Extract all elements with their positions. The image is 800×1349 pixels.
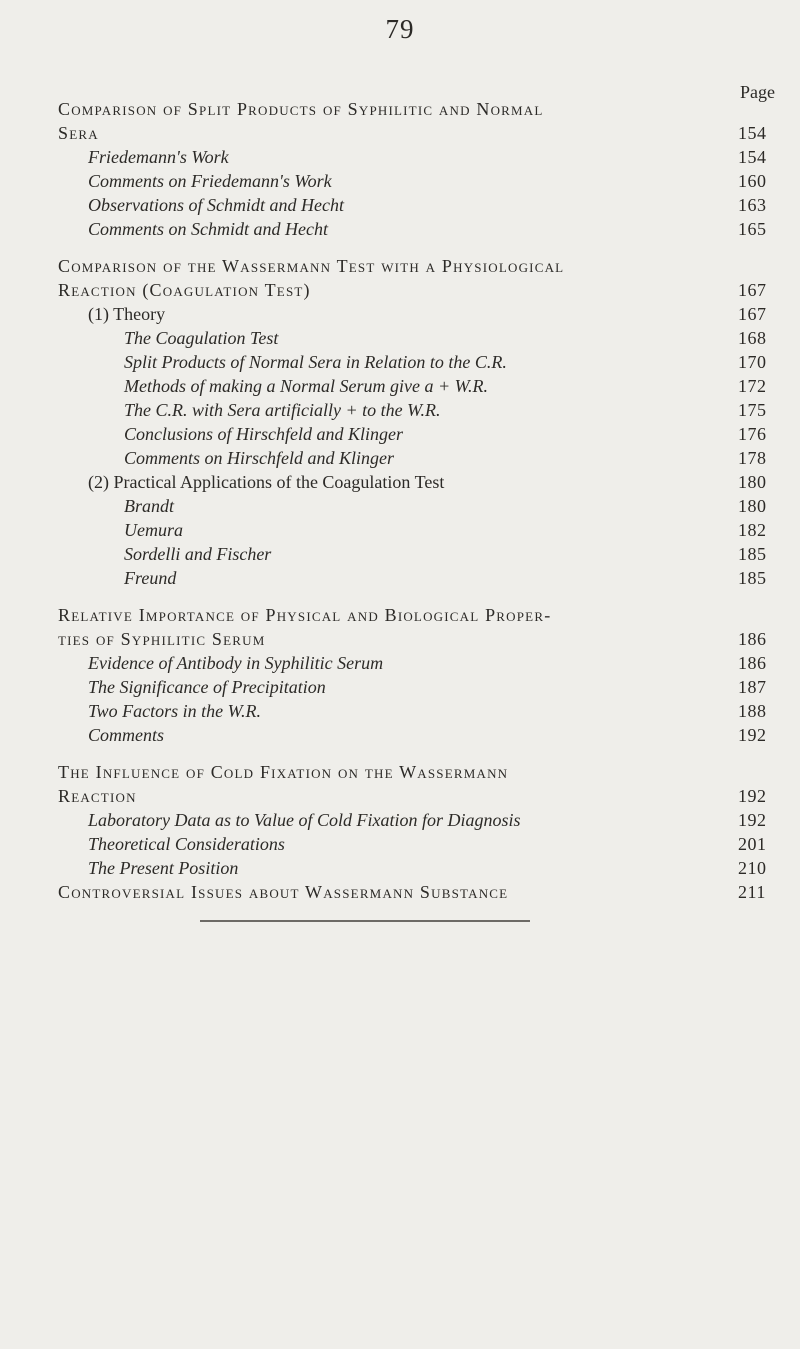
toc-entry[interactable]: [0, 169, 800, 193]
toc-entry[interactable]: [0, 422, 800, 446]
toc-entry-title: Sordelli and Fischer: [124, 544, 272, 564]
toc-entry-title: Comments: [88, 725, 164, 745]
toc-entry-title: Methods of making a Normal Serum give a + W.R.: [124, 376, 488, 396]
section-divider: [200, 920, 530, 922]
toc-entry-page: 163: [738, 195, 767, 215]
toc-entry-title: The C.R. with Sera artificially + to the W.R.: [124, 400, 441, 420]
toc-entry-page: 180: [738, 496, 767, 516]
toc-entry-page: 186: [738, 653, 767, 673]
toc-entry[interactable]: [0, 145, 800, 169]
toc-entry-title: Comparison of the Wassermann Test with a Physiological: [58, 256, 565, 276]
toc-entry-title: Friedemann's Work: [88, 147, 229, 167]
page-number: 79: [385, 14, 415, 44]
toc-entry-title: Freund: [124, 568, 177, 588]
toc-entry-title: Observations of Schmidt and Hecht: [88, 195, 344, 215]
toc-entry-title: Theoretical Considerations: [88, 834, 285, 854]
toc-entry-page: 178: [738, 448, 767, 468]
toc-entry[interactable]: [0, 350, 800, 374]
toc-entry[interactable]: [0, 398, 800, 422]
toc-entry-title: The Influence of Cold Fixation on the Wassermann: [58, 762, 509, 782]
toc-entry-page: 186: [738, 629, 767, 649]
toc-entry-page: 192: [738, 810, 767, 830]
toc-entry[interactable]: [0, 880, 800, 904]
toc-entry-title: Brandt: [124, 496, 175, 516]
toc-entry-page: 165: [738, 219, 767, 239]
toc-entry-title: The Significance of Precipitation: [88, 677, 326, 697]
toc-entry-title: Conclusions of Hirschfeld and Klinger: [124, 424, 403, 444]
toc-entry-title: Comments on Hirschfeld and Klinger: [124, 448, 394, 468]
toc-entry[interactable]: [0, 603, 800, 627]
toc-entry[interactable]: [0, 808, 800, 832]
toc-entry[interactable]: [0, 542, 800, 566]
toc-entry-page: 185: [738, 568, 767, 588]
toc-entry-page: 172: [738, 376, 767, 396]
toc-entry-page: 168: [738, 328, 767, 348]
toc-entry-page: 210: [738, 858, 767, 878]
toc-entry-page: 192: [738, 725, 767, 745]
toc-entry[interactable]: [0, 374, 800, 398]
page-column-header: Page: [740, 82, 775, 102]
toc-entry[interactable]: [0, 302, 800, 326]
toc-entry-title: Reaction (Coagulation Test): [58, 280, 311, 300]
toc-entry-title: (2) Practical Applications of the Coagulation Test: [88, 472, 445, 492]
toc-entry-title: Evidence of Antibody in Syphilitic Serum: [88, 653, 384, 673]
toc-entry[interactable]: [0, 856, 800, 880]
toc-entry-page: 192: [738, 786, 767, 806]
toc-entry-title: Sera: [58, 123, 99, 143]
toc-entry[interactable]: [0, 832, 800, 856]
toc-entry-title: Two Factors in the W.R.: [88, 701, 262, 721]
toc-entry[interactable]: [0, 446, 800, 470]
toc-entry[interactable]: [0, 723, 800, 747]
toc-entry[interactable]: [0, 217, 800, 241]
toc-entry-page: 154: [738, 147, 767, 167]
toc-entry-title: Controversial Issues about Wassermann Substance: [58, 882, 509, 902]
toc-entry[interactable]: [0, 121, 800, 145]
toc-entry[interactable]: [0, 193, 800, 217]
toc-entry[interactable]: [0, 518, 800, 542]
toc-entry[interactable]: [0, 566, 800, 590]
toc-entry-title: Comments on Friedemann's Work: [88, 171, 332, 191]
toc-entry-title: Comparison of Split Products of Syphilitic and Normal: [58, 99, 544, 119]
toc-entry-page: 167: [738, 304, 767, 324]
toc-entry-title: Relative Importance of Physical and Biological Proper-: [58, 605, 552, 625]
toc-entry[interactable]: [0, 784, 800, 808]
toc-entry-title: Reaction: [58, 786, 137, 806]
toc-entry-title: The Coagulation Test: [124, 328, 279, 348]
toc-entry[interactable]: [0, 699, 800, 723]
toc-entry[interactable]: [0, 254, 800, 278]
toc-entry-page: 180: [738, 472, 767, 492]
toc-entry-title: Laboratory Data as to Value of Cold Fixation for Diagnosis: [88, 810, 521, 830]
toc-entry-page: 188: [738, 701, 767, 721]
toc-entry-title: ties of Syphilitic Serum: [58, 629, 266, 649]
toc-entry[interactable]: [0, 278, 800, 302]
toc-entry-page: 175: [738, 400, 767, 420]
toc-entry[interactable]: [0, 675, 800, 699]
toc-entry-title: The Present Position: [88, 858, 239, 878]
toc-entry-page: 211: [738, 882, 766, 902]
toc-entry-page: 154: [738, 123, 767, 143]
toc-entry-page: 201: [738, 834, 767, 854]
toc-entry-page: 176: [738, 424, 767, 444]
toc-entry-title: Split Products of Normal Sera in Relation to the C.R.: [124, 352, 507, 372]
toc-entry-title: (1) Theory: [88, 304, 166, 324]
toc-entry-page: 170: [738, 352, 767, 372]
toc-entry[interactable]: [0, 470, 800, 494]
toc-entry-title: Comments on Schmidt and Hecht: [88, 219, 328, 239]
toc-entry[interactable]: [0, 97, 800, 121]
toc-entry[interactable]: [0, 760, 800, 784]
toc-entry-page: 160: [738, 171, 767, 191]
toc-entry-page: 185: [738, 544, 767, 564]
toc-entry[interactable]: [0, 494, 800, 518]
toc-entry-page: 182: [738, 520, 767, 540]
toc-entry[interactable]: [0, 627, 800, 651]
toc-entry-page: 187: [738, 677, 767, 697]
toc-entry-page: 167: [738, 280, 767, 300]
toc-entry-title: Uemura: [124, 520, 183, 540]
toc-entry[interactable]: [0, 651, 800, 675]
toc-entry[interactable]: [0, 326, 800, 350]
